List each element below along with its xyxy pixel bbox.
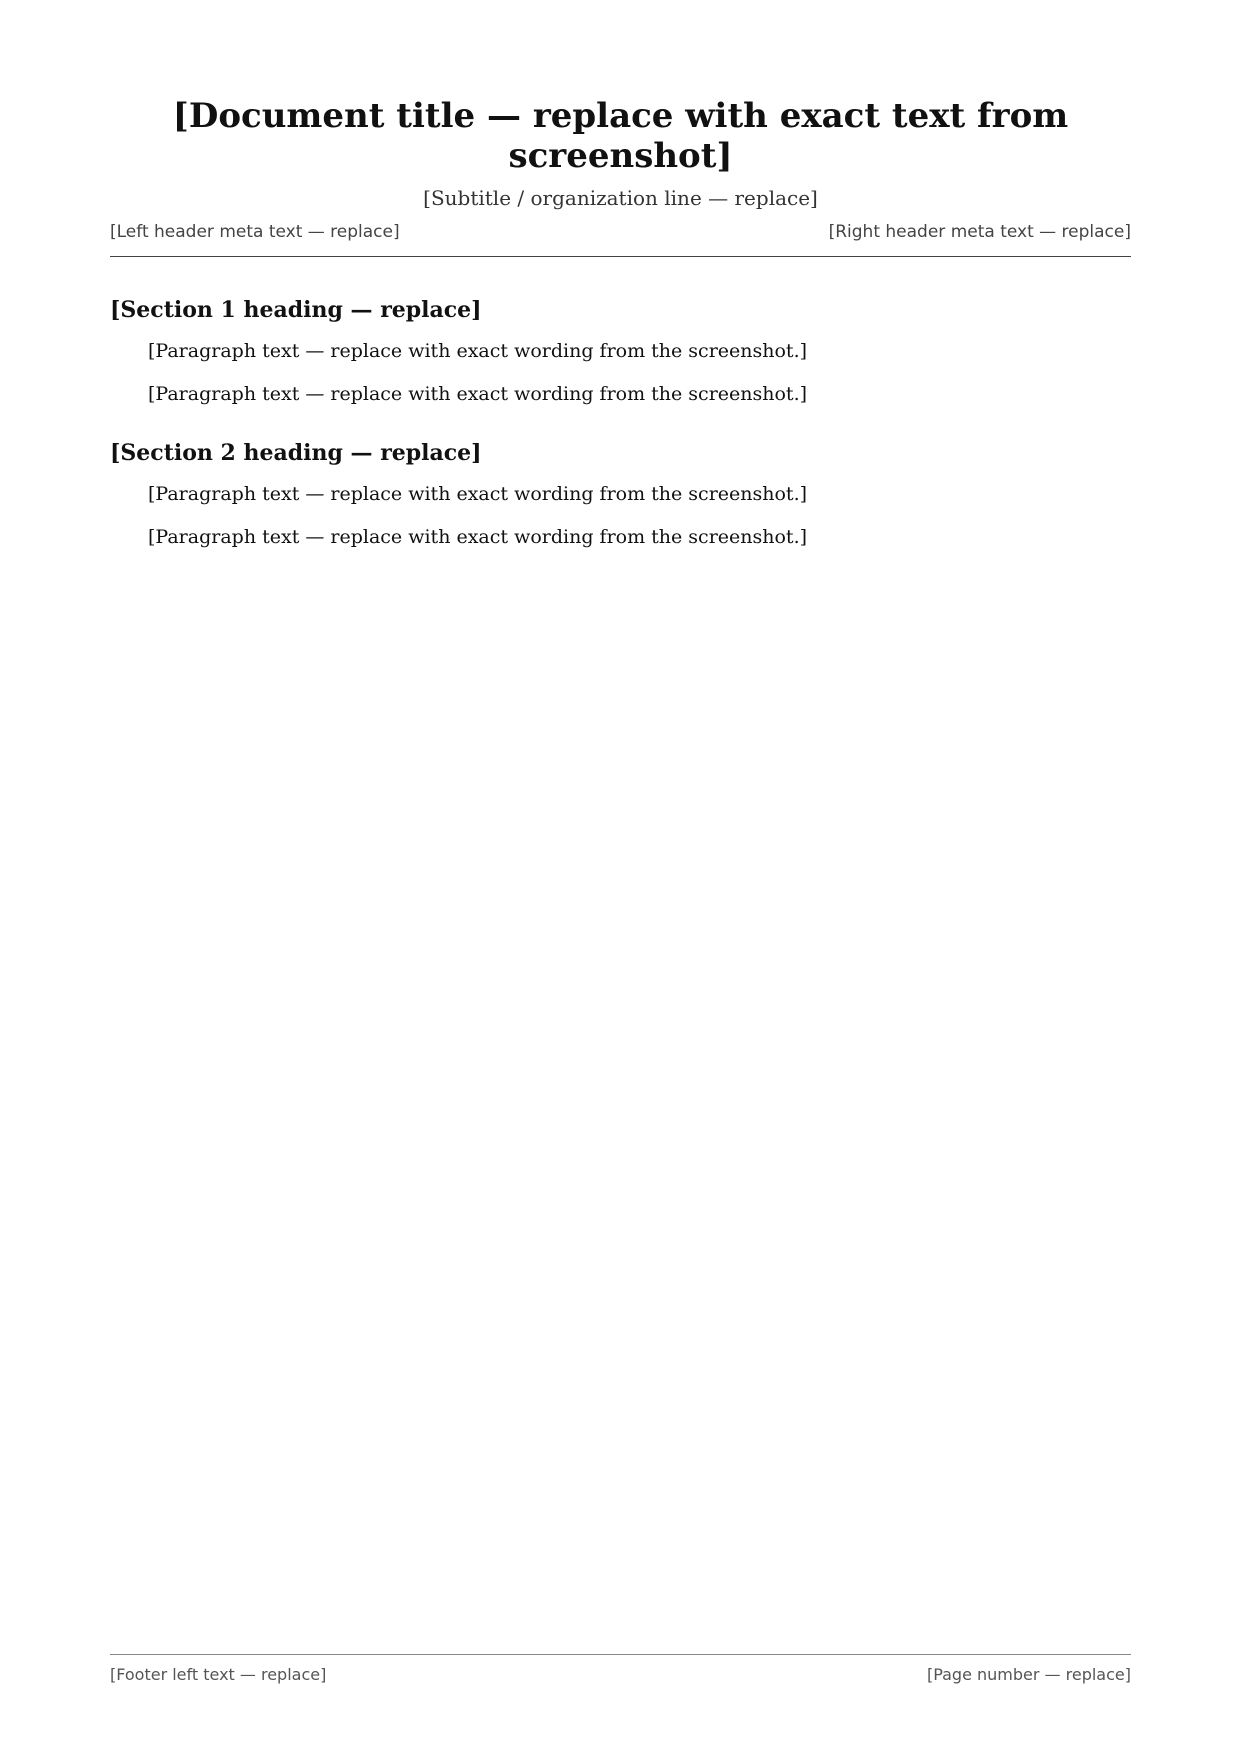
document-subtitle: [Subtitle / organization line — replace] bbox=[423, 186, 818, 210]
body-paragraph: [Paragraph text — replace with exact wording from the screenshot.] bbox=[148, 482, 808, 505]
document-footer bbox=[110, 1654, 1131, 1684]
page-number: [Page number — replace] bbox=[926, 1665, 1131, 1684]
section-heading: [Section 1 heading — replace] bbox=[110, 297, 482, 323]
document-header bbox=[110, 96, 1131, 257]
body-paragraph: [Paragraph text — replace with exact wording from the screenshot.] bbox=[148, 340, 808, 362]
body-paragraph: [Paragraph text — replace with exact wording from the screenshot.] bbox=[148, 525, 808, 548]
section-heading: [Section 2 heading — replace] bbox=[110, 439, 482, 466]
body-paragraph: [Paragraph text — replace with exact wording from the screenshot.] bbox=[148, 383, 808, 406]
document-section bbox=[110, 297, 1131, 412]
document-title: [Document title — replace with exact text from screenshot] bbox=[172, 96, 1069, 176]
document-section bbox=[110, 440, 1131, 555]
header-meta-left: [Left header meta text — replace] bbox=[110, 222, 400, 242]
header-meta-right: [Right header meta text — replace] bbox=[828, 222, 1131, 242]
footer-left-text: [Footer left text — replace] bbox=[110, 1665, 327, 1684]
header-meta-row bbox=[110, 222, 1131, 242]
